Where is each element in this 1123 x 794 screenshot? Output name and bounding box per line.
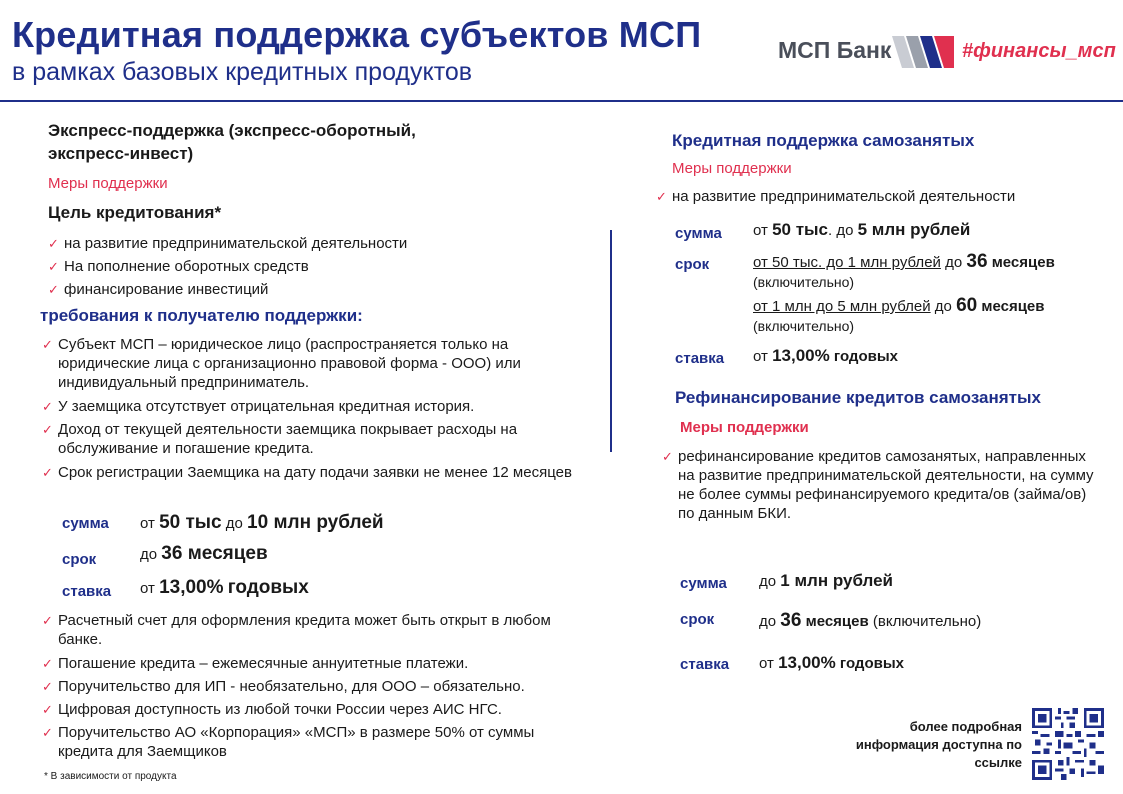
page-subtitle: в рамках базовых кредитных продуктов	[12, 58, 473, 86]
condition-item: ✓ Погашение кредита – ежемесячные аннуитетные платежи.	[42, 653, 468, 674]
self-term1-value: от 50 тыс. до 1 млн рублей до 36 месяцев	[753, 251, 1055, 272]
more-info-text: более подробная информация доступна по ссылке	[855, 719, 1022, 770]
requirement-item: ✓ Срок регистрации Заемщика на дату подачи заявки не менее 12 месяцев	[42, 463, 582, 482]
purpose-heading: Цель кредитования*	[48, 203, 222, 222]
self-rate-label: ставка	[675, 350, 725, 367]
requirement-item: ✓ У заемщика отсутствует отрицательная кредитная история.	[42, 396, 474, 417]
qr-code-icon[interactable]	[1032, 708, 1104, 780]
refi-rate-label: ставка	[680, 656, 730, 673]
refi-term-value: до 36 месяцев (включительно)	[759, 610, 982, 631]
purpose-item: ✓ финансирование инвестиций	[48, 279, 268, 300]
refi-rate-value: от 13,00% годовых	[759, 653, 904, 672]
condition-item: ✓ Цифровая доступность из любой точки России через АИС НГС.	[42, 699, 502, 720]
requirements-heading: требования к получателю поддержки:	[40, 306, 363, 325]
header-divider	[0, 100, 1123, 102]
express-term-value: до 36 месяцев	[140, 543, 268, 564]
express-rate-label: ставка	[62, 583, 112, 600]
bank-logo-text: МСП Банк	[778, 37, 892, 63]
condition-item: ✓ Поручительство АО «Корпорация» «МСП» в размере 50% от суммы кредита для Заемщиков	[42, 723, 582, 761]
self-term2-note: (включительно)	[753, 318, 855, 334]
self-sum-label: сумма	[675, 225, 722, 242]
page-title: Кредитная поддержка субъектов МСП	[12, 14, 702, 55]
condition-item: ✓ Расчетный счет для оформления кредита может быть открыт в любом банке.	[42, 611, 582, 649]
express-sum-value: от 50 тыс до 10 млн рублей	[140, 512, 384, 533]
self-employed-measures-label: Меры поддержки	[672, 160, 792, 177]
express-rate-value: от 13,00% годовых	[140, 577, 309, 598]
self-employed-title: Кредитная поддержка самозанятых	[672, 131, 975, 150]
self-employed-purpose: ✓ на развитие предпринимательской деятельности	[656, 186, 1015, 207]
express-sum-label: сумма	[62, 515, 109, 532]
footnote: * В зависимости от продукта	[44, 771, 177, 782]
purpose-item: ✓ На пополнение оборотных средств	[48, 256, 309, 277]
condition-item: ✓ Поручительство для ИП - необязательно, для ООО – обязательно.	[42, 676, 525, 697]
express-title-line1: Экспресс-поддержка (экспресс-оборотный,	[48, 121, 416, 140]
requirement-item: ✓ Субъект МСП – юридическое лицо (распространяется только на юридические лица с организационно правовой форма - ООО) или индивидуальный предприниматель.	[42, 335, 582, 392]
self-rate-value: от 13,00% годовых	[753, 346, 898, 365]
requirement-item: ✓ Доход от текущей деятельности заемщика покрывает расходы на обслуживание и погашение кредита.	[42, 420, 582, 458]
self-sum-value: от 50 тыс. до 5 млн рублей	[753, 220, 971, 239]
express-measures-label: Меры поддержки	[48, 175, 168, 192]
hashtag[interactable]: #финансы_мсп	[962, 40, 1116, 62]
refi-term-label: срок	[680, 611, 715, 628]
self-term1-note: (включительно)	[753, 274, 855, 290]
purpose-item: ✓ на развитие предпринимательской деятельности	[48, 233, 407, 254]
column-divider	[610, 230, 612, 452]
express-title-line2: экспресс-инвест)	[48, 144, 194, 163]
self-term2-value: от 1 млн до 5 млн рублей до 60 месяцев	[753, 295, 1045, 316]
refinancing-title: Рефинансирование кредитов самозанятых	[675, 388, 1041, 407]
refi-sum-value: до 1 млн рублей	[759, 571, 893, 590]
refi-sum-label: сумма	[680, 575, 727, 592]
refinancing-measures-label: Меры поддержки	[680, 419, 809, 436]
refinancing-description: ✓ рефинансирование кредитов самозанятых, направленных на развитие предпринимательской деятельности, на сумму не более суммы рефинансируемого кредита/ов (займа/ов) по данным БКИ.	[662, 447, 1102, 523]
self-term-label: срок	[675, 256, 710, 273]
bank-logo-icon	[892, 32, 954, 72]
express-term-label: срок	[62, 551, 97, 568]
